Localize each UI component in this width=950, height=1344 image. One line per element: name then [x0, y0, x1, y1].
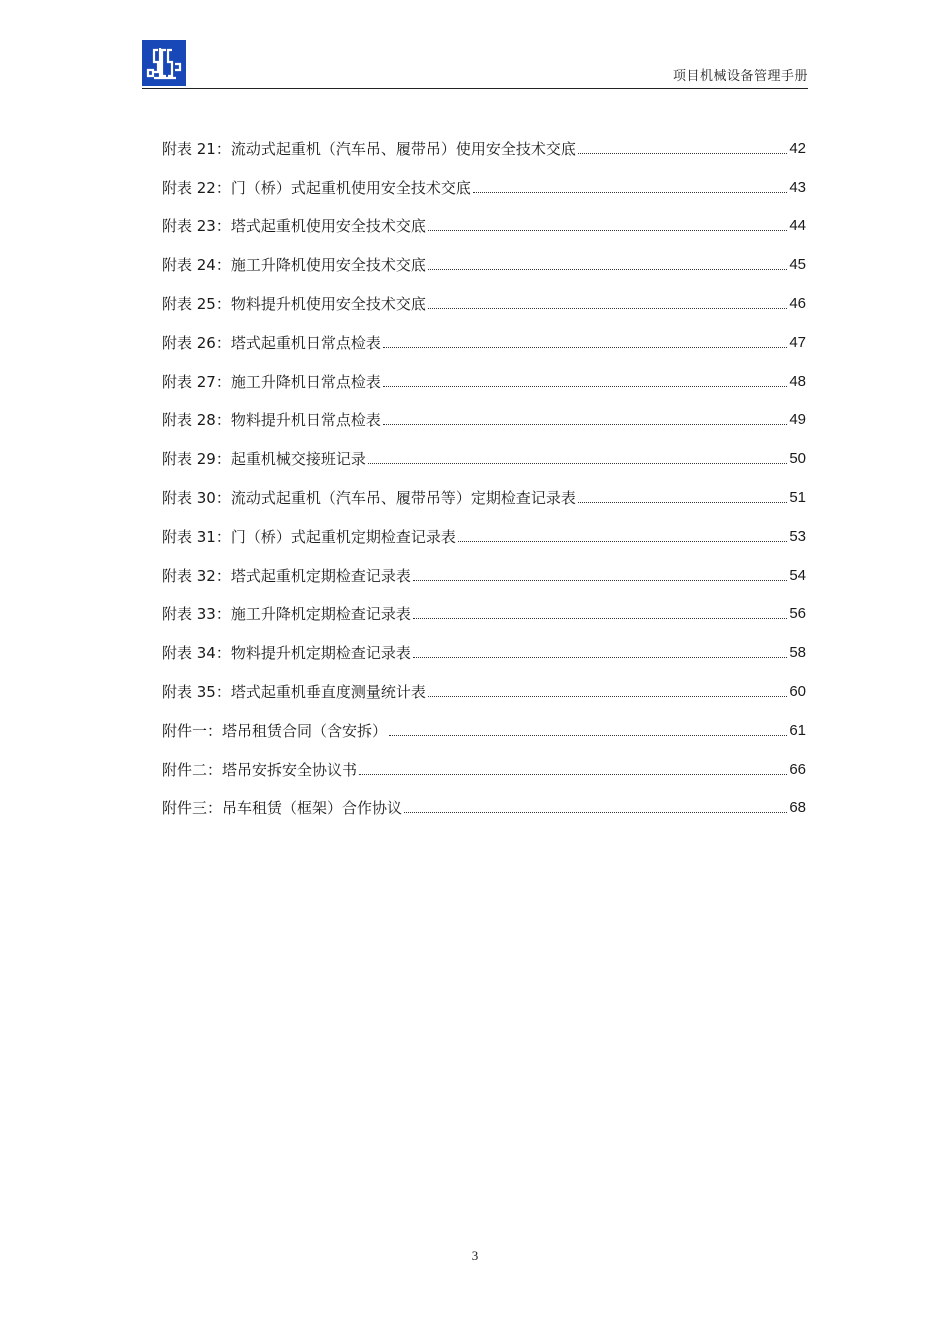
toc-entry-label: 附表 33：施工升降机定期检查记录表 [162, 605, 411, 624]
toc-entry-label: 附表 30：流动式起重机（汽车吊、履带吊等）定期检查记录表 [162, 488, 576, 507]
toc-entry-page: 44 [789, 217, 806, 235]
page-number: 3 [471, 1248, 479, 1263]
toc-entry[interactable] [162, 547, 806, 586]
toc-leader-dots [578, 153, 787, 154]
toc-entry-label: 附表 26：塔式起重机日常点检表 [162, 333, 381, 352]
toc-entry[interactable] [162, 392, 806, 431]
toc-entry-label: 附表 31：门（桥）式起重机定期检查记录表 [162, 527, 456, 546]
toc-leader-dots [389, 735, 787, 736]
toc-entry[interactable] [162, 586, 806, 625]
toc-leader-dots [428, 269, 787, 270]
toc-leader-dots [428, 696, 787, 697]
toc-entry[interactable] [162, 120, 806, 159]
toc-entry-page: 60 [789, 682, 806, 700]
toc-entry[interactable] [162, 469, 806, 508]
toc-entry[interactable] [162, 275, 806, 314]
toc-leader-dots [404, 812, 787, 813]
toc-entry-label: 附表 21：流动式起重机（汽车吊、履带吊）使用安全技术交底 [162, 139, 576, 158]
toc-entry[interactable] [162, 314, 806, 353]
toc-entry-label: 附表 24：施工升降机使用安全技术交底 [162, 256, 426, 275]
toc-entry-page: 45 [789, 256, 806, 274]
page-header [142, 40, 808, 89]
toc-leader-dots [413, 657, 787, 658]
toc-entry[interactable] [162, 430, 806, 469]
toc-entry[interactable] [162, 198, 806, 237]
toc-leader-dots [413, 618, 787, 619]
toc-entry-label: 附表 25：物料提升机使用安全技术交底 [162, 294, 426, 313]
toc-entry-page: 68 [789, 799, 806, 817]
toc-leader-dots [413, 580, 787, 581]
toc-entry-page: 54 [789, 566, 806, 584]
toc-leader-dots [359, 774, 787, 775]
toc-entry-page: 58 [789, 644, 806, 662]
toc-entry[interactable] [162, 353, 806, 392]
toc-leader-dots [383, 424, 787, 425]
toc-entry-page: 53 [789, 527, 806, 545]
toc-entry-page: 56 [789, 605, 806, 623]
toc-leader-dots [428, 230, 787, 231]
document-title: 项目机械设备管理手册 [672, 69, 808, 84]
toc-entry[interactable] [162, 663, 806, 702]
toc-entry-page: 47 [789, 333, 806, 351]
toc-leader-dots [383, 386, 787, 387]
toc-entry-label: 附表 23：塔式起重机使用安全技术交底 [162, 217, 426, 236]
toc-entry-page: 42 [789, 139, 806, 157]
toc-entry-label: 附表 22：门（桥）式起重机使用安全技术交底 [162, 178, 471, 197]
toc-entry[interactable] [162, 624, 806, 663]
toc-entry-page: 46 [789, 294, 806, 312]
logo-mark-icon [142, 40, 186, 86]
cscec-logo [142, 40, 186, 86]
toc-leader-dots [383, 347, 787, 348]
toc-entry[interactable] [162, 236, 806, 275]
toc-entry[interactable] [162, 159, 806, 198]
toc-entry-page: 43 [789, 178, 806, 196]
toc-entry-label: 附表 34：物料提升机定期检查记录表 [162, 644, 411, 663]
toc-entry[interactable] [162, 780, 806, 819]
toc-entry-label: 附件二：塔吊安拆安全协议书 [162, 760, 358, 779]
toc-entry-page: 50 [789, 450, 806, 468]
toc-entry[interactable] [162, 702, 806, 741]
table-of-contents [162, 120, 806, 818]
toc-entry-page: 66 [789, 760, 806, 778]
toc-leader-dots [368, 463, 787, 464]
toc-entry-page: 61 [789, 721, 806, 739]
toc-leader-dots [428, 308, 787, 309]
toc-entry-label: 附件一：塔吊租赁合同（含安拆） [162, 721, 388, 740]
toc-entry[interactable] [162, 508, 806, 547]
toc-entry[interactable] [162, 741, 806, 780]
toc-entry-page: 51 [789, 488, 806, 506]
toc-entry-label: 附表 28：物料提升机日常点检表 [162, 411, 381, 430]
toc-entry-page: 48 [789, 372, 806, 390]
toc-entry-label: 附表 27：施工升降机日常点检表 [162, 372, 381, 391]
toc-entry-label: 附表 35：塔式起重机垂直度测量统计表 [162, 682, 426, 701]
toc-entry-label: 附表 32：塔式起重机定期检查记录表 [162, 566, 411, 585]
toc-leader-dots [578, 502, 787, 503]
toc-entry-page: 49 [789, 411, 806, 429]
toc-leader-dots [473, 192, 787, 193]
toc-leader-dots [458, 541, 787, 542]
toc-entry-label: 附件三：吊车租赁（框架）合作协议 [162, 799, 403, 818]
toc-entry-label: 附表 29：起重机械交接班记录 [162, 450, 366, 469]
